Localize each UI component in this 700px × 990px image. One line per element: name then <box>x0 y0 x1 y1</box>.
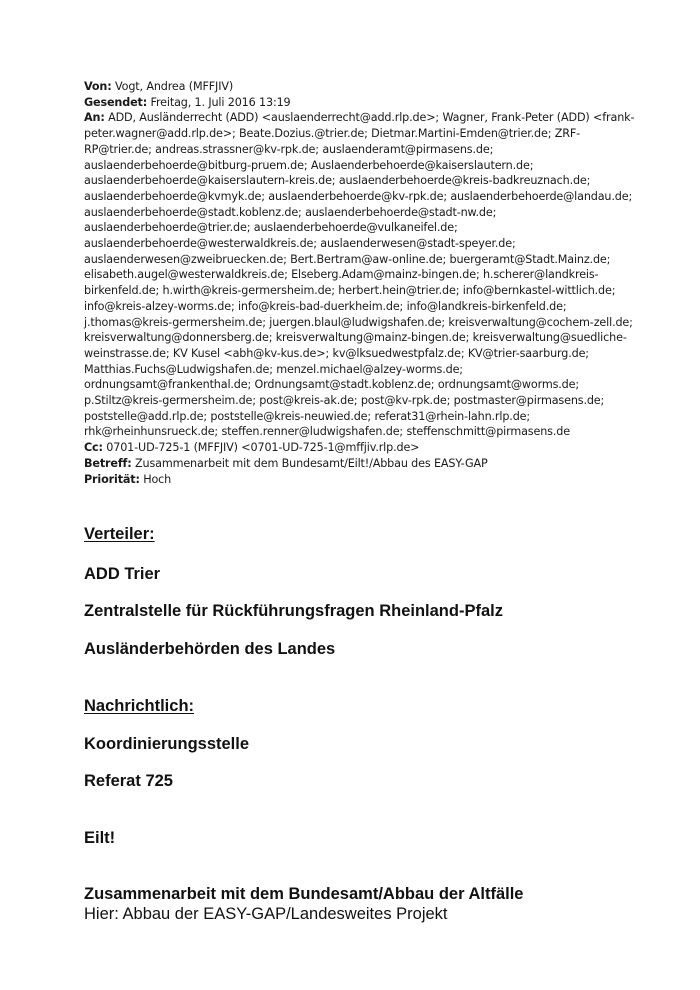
recipient-auslaenderbehoerden: Ausländerbehörden des Landes <box>84 640 336 658</box>
to-value-line: Matthias.Fuchs@Ludwigshafen.de; menzel.michael@alzey-worms.de; <box>84 362 463 376</box>
to-value-line: birkenfeld.de; h.wirth@kreis-germersheim.de; herbert.hein@trier.de; info@bernkastel-wittlich.de; <box>84 284 616 298</box>
to-value-line: auslaenderwesen@zweibruecken.de; Bert.Bertram@aw-online.de; buergeramt@Stadt.Mainz.de; <box>84 252 611 266</box>
to-value-line: weinstrasse.de; KV Kusel <abh@kv-kus.de>; kv@lksuedwestpfalz.de; KV@trier-saarburg.de; <box>84 346 589 360</box>
to-value-line: rhk@rheinhunsrueck.de; steffen.renner@ludwigshafen.de; steffenschmitt@pirmasens.de <box>84 425 570 439</box>
cc-line <box>84 440 624 456</box>
cc-value: 0701-UD-725-1 (MFFJIV) <0701-UD-725-1@mffjiv.rlp.de> <box>106 441 420 455</box>
to-value-line: j.thomas@kreis-germersheim.de; juergen.blaul@ludwigshafen.de; kreisverwaltung@cochem-zell.de; <box>84 315 633 329</box>
from-label: Von: <box>84 80 112 93</box>
to-value-line: auslaenderbehoerde@trier.de; auslaenderbehoerde@vulkaneifel.de; <box>84 221 458 235</box>
sent-label: Gesendet: <box>84 95 148 109</box>
subject-value: Zusammenarbeit mit dem Bundesamt/Eilt!/Abbau des EASY-GAP <box>134 456 488 470</box>
to-value-line: p.Stiltz@kreis-germersheim.de; post@kreis-ak.de; post@kv-rpk.de; postmaster@pirmasens.de; <box>84 394 605 408</box>
subject-line <box>84 456 624 472</box>
urgent-marker: Eilt! <box>84 829 116 847</box>
to-label: An: <box>84 111 105 125</box>
to-value-line: ordnungsamt@frankenthal.de; Ordnungsamt@stadt.koblenz.de; ordnungsamt@worms.de; <box>84 378 579 392</box>
to-value-line: kreisverwaltung@donnersberg.de; kreisverwaltung@mainz-bingen.de; kreisverwaltung@suedliche- <box>84 331 627 345</box>
for-information-heading: Nachrichtlich: <box>84 697 195 715</box>
recipient-zentralstelle: Zentralstelle für Rückführungsfragen Rheinland-Pfalz <box>84 602 503 620</box>
to-value-line: elisabeth.augel@westerwaldkreis.de; Elseberg.Adam@mainz-bingen.de; h.scherer@landkreis- <box>84 268 599 282</box>
subject-subtitle: Hier: Abbau der EASY-GAP/Landesweites Projekt <box>84 905 448 923</box>
to-value-line: auslaenderbehoerde@kvmyk.de; auslaenderbehoerde@kv-rpk.de; auslaenderbehoerde@landau.de; <box>84 189 633 203</box>
to-line <box>84 110 635 126</box>
subject-label: Betreff: <box>84 456 132 470</box>
distribution-heading: Verteiler: <box>84 525 155 543</box>
priority-line <box>84 472 624 488</box>
to-value-line: info@kreis-alzey-worms.de; info@kreis-bad-duerkheim.de; info@landkreis-birkenfeld.de; <box>84 299 567 313</box>
from-value: Vogt, Andrea (MFFJIV) <box>114 80 234 93</box>
subject-title: Zusammenarbeit mit dem Bundesamt/Abbau der Altfälle <box>84 885 524 903</box>
from-line <box>84 79 624 95</box>
to-value-line: auslaenderbehoerde@westerwaldkreis.de; auslaenderwesen@stadt-speyer.de; <box>84 237 516 251</box>
to-value-line: ADD, Ausländerrecht (ADD) <auslaenderrecht@add.rlp.de>; Wagner, Frank-Peter (ADD) <frank- <box>108 111 635 125</box>
priority-value: Hoch <box>143 472 172 486</box>
to-value-line: poststelle@add.rlp.de; poststelle@kreis-neuwied.de; referat31@rhein-lahn.rlp.de; <box>84 409 530 423</box>
to-value-line: auslaenderbehoerde@stadt.koblenz.de; auslaenderbehoerde@stadt-nw.de; <box>84 205 497 219</box>
to-value-line: auslaenderbehoerde@bitburg-pruem.de; Auslaenderbehoerde@kaiserslautern.de; <box>84 158 534 172</box>
to-value-line: RP@trier.de; andreas.strassner@kv-rpk.de; auslaenderamt@pirmasens.de; <box>84 142 494 156</box>
recipient-add-trier: ADD Trier <box>84 565 161 583</box>
cc-koordinierungsstelle: Koordinierungsstelle <box>84 735 250 753</box>
cc-label: Cc: <box>84 441 103 455</box>
sent-value: Freitag, 1. Juli 2016 13:19 <box>150 95 291 109</box>
to-value-line: auslaenderbehoerde@kaiserslautern-kreis.de; auslaenderbehoerde@kreis-badkreuznach.de; <box>84 174 591 188</box>
to-value-line: peter.wagner@add.rlp.de>; Beate.Dozius.@trier.de; Dietmar.Martini-Emden@trier.de; ZRF- <box>84 127 581 141</box>
email-header <box>84 79 635 487</box>
cc-referat: Referat 725 <box>84 772 173 790</box>
sent-line <box>84 95 624 111</box>
priority-label: Priorität: <box>84 472 140 486</box>
